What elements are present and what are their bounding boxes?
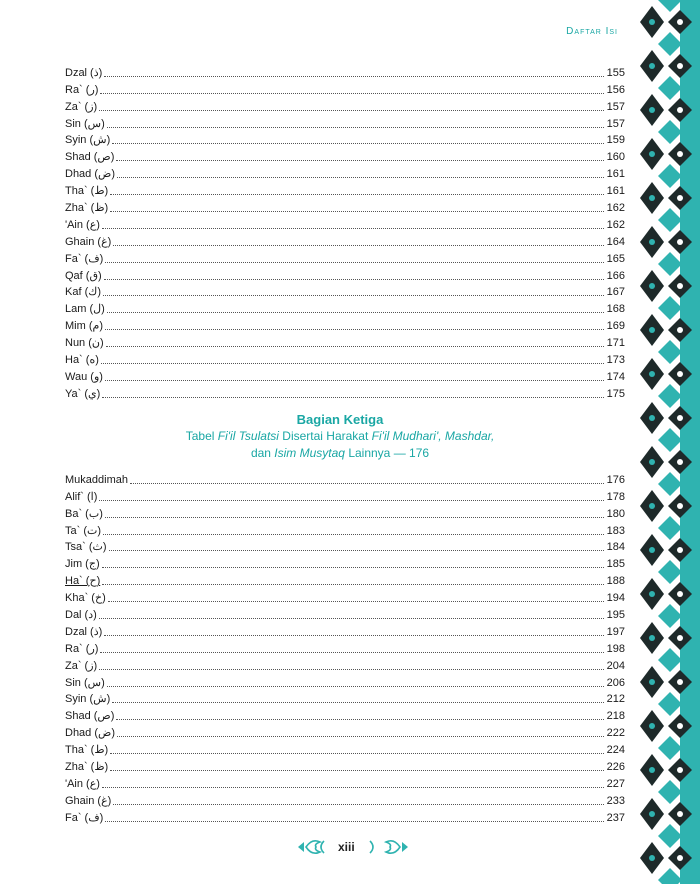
- toc-entry-page: 161: [606, 185, 625, 198]
- toc-entry-page: 233: [606, 794, 625, 807]
- dot-leader: [105, 380, 604, 381]
- dot-leader: [104, 635, 603, 636]
- dot-leader: [102, 567, 604, 568]
- toc-list-part-two-continued: [65, 63, 625, 401]
- dot-leader: [116, 719, 603, 720]
- section-title: Bagian Ketiga: [296, 412, 384, 427]
- toc-entry-page: 174: [606, 370, 625, 383]
- toc-entry-page: 167: [606, 286, 625, 299]
- toc-entry-page: 162: [606, 218, 625, 231]
- toc-entry-label: 'Ain (ع): [65, 218, 100, 231]
- toc-entry-label: Nun (ن): [65, 337, 104, 350]
- toc-entry[interactable]: [65, 97, 625, 114]
- toc-entry[interactable]: [65, 622, 625, 639]
- toc-entry[interactable]: [65, 723, 625, 740]
- toc-entry[interactable]: [65, 639, 625, 656]
- toc-entry-page: 165: [606, 252, 625, 265]
- dot-leader: [102, 228, 604, 229]
- toc-entry-page: 224: [606, 744, 625, 757]
- section-heading: [60, 411, 620, 462]
- toc-entry[interactable]: [65, 791, 625, 808]
- dot-leader: [99, 500, 603, 501]
- toc-entry-label: Ra` (ر): [65, 83, 99, 96]
- toc-entry-label: Shad (ص): [65, 151, 115, 164]
- toc-entry[interactable]: [65, 114, 625, 131]
- dot-leader: [106, 346, 604, 347]
- toc-entry[interactable]: [65, 80, 625, 97]
- toc-entry[interactable]: [65, 521, 625, 538]
- dot-leader: [107, 686, 604, 687]
- toc-entry-page: 218: [606, 710, 625, 723]
- toc-entry[interactable]: [65, 232, 625, 249]
- toc-entry[interactable]: [65, 740, 625, 757]
- toc-entry-label: Kaf (ك): [65, 286, 101, 299]
- dot-leader: [110, 211, 603, 212]
- toc-entry[interactable]: [65, 690, 625, 707]
- toc-entry-label: Ghain (غ): [65, 235, 112, 248]
- toc-entry-page: 226: [606, 761, 625, 774]
- toc-entry-page: 173: [606, 354, 625, 367]
- toc-entry[interactable]: [65, 367, 625, 384]
- toc-entry-label: Syin (ش): [65, 134, 111, 147]
- toc-entry[interactable]: [65, 350, 625, 367]
- dot-leader: [101, 363, 604, 364]
- toc-entry-label: Qaf (ق): [65, 269, 102, 282]
- toc-entry-page: 159: [606, 134, 625, 147]
- toc-entry-page: 237: [606, 811, 625, 824]
- dot-leader: [100, 652, 603, 653]
- toc-entry[interactable]: [65, 757, 625, 774]
- toc-entry-label: Zha` (ظ): [65, 202, 109, 215]
- dot-leader: [102, 584, 603, 585]
- toc-entry-page: 198: [606, 642, 625, 655]
- toc-entry-page: 155: [606, 66, 625, 79]
- toc-entry[interactable]: [65, 470, 625, 487]
- dot-leader: [105, 517, 604, 518]
- toc-entry[interactable]: [65, 215, 625, 232]
- toc-entry-label: Ra` (ر): [65, 642, 99, 655]
- toc-entry[interactable]: [65, 554, 625, 571]
- toc-entry-label: Ya` (ي): [65, 387, 101, 400]
- dot-leader: [113, 804, 603, 805]
- toc-entry-label: Alif` (ا): [65, 490, 98, 503]
- toc-entry[interactable]: [65, 249, 625, 266]
- toc-entry-page: 156: [606, 83, 625, 96]
- decorative-border-icon: [634, 0, 700, 884]
- toc-entry[interactable]: [65, 706, 625, 723]
- toc-list-part-three: [65, 470, 625, 825]
- toc-entry[interactable]: [65, 283, 625, 300]
- toc-entry-label: Jim (ج): [65, 558, 100, 571]
- toc-entry-label: Ha` (ح): [65, 575, 101, 588]
- toc-entry[interactable]: [65, 588, 625, 605]
- dot-leader: [105, 262, 603, 263]
- toc-entry[interactable]: [65, 198, 625, 215]
- toc-entry-label: Dzal (ذ): [65, 66, 103, 79]
- dot-leader: [105, 821, 603, 822]
- toc-entry[interactable]: [65, 181, 625, 198]
- dot-leader: [107, 312, 604, 313]
- toc-entry-page: 178: [606, 490, 625, 503]
- toc-entry-label: Mukaddimah: [65, 473, 128, 486]
- toc-entry-label: Tha` (ط): [65, 744, 109, 757]
- toc-entry-page: 160: [606, 151, 625, 164]
- dot-leader: [112, 702, 603, 703]
- toc-entry-label: Za` (ز): [65, 100, 98, 113]
- toc-entry-label: Ha` (ه): [65, 354, 99, 367]
- toc-entry-label: Syin (ش): [65, 693, 111, 706]
- dot-leader: [99, 110, 603, 111]
- toc-entry-page: 185: [606, 558, 625, 571]
- toc-entry[interactable]: [65, 63, 625, 80]
- toc-entry-label: Dal (د): [65, 609, 97, 622]
- toc-entry-label: Wau (و): [65, 370, 103, 383]
- toc-entry[interactable]: [65, 384, 625, 401]
- toc-entry-page: 194: [606, 592, 625, 605]
- toc-entry-page: 183: [606, 524, 625, 537]
- toc-entry[interactable]: [65, 316, 625, 333]
- toc-entry-page: 197: [606, 625, 625, 638]
- dot-leader: [100, 93, 603, 94]
- toc-entry-label: Sin (س): [65, 676, 105, 689]
- toc-entry-page: 188: [606, 575, 625, 588]
- toc-entry-page: 157: [606, 100, 625, 113]
- toc-entry-page: 176: [606, 473, 625, 486]
- toc-entry[interactable]: [65, 656, 625, 673]
- toc-entry-page: 195: [606, 609, 625, 622]
- toc-entry[interactable]: [65, 147, 625, 164]
- toc-entry[interactable]: [65, 266, 625, 283]
- dot-leader: [116, 160, 603, 161]
- toc-entry-label: Fa` (ف): [65, 811, 104, 824]
- dot-leader: [108, 601, 604, 602]
- toc-entry[interactable]: [65, 164, 625, 181]
- toc-entry-page: 212: [606, 693, 625, 706]
- dot-leader: [110, 194, 603, 195]
- section-subtitle-line1: Tabel Fi'il Tsulatsi Disertai Harakat Fi'il Mudhari', Mashdar,: [185, 429, 495, 443]
- toc-entry-page: 164: [606, 235, 625, 248]
- toc-entry[interactable]: [65, 673, 625, 690]
- toc-entry-label: Shad (ص): [65, 710, 115, 723]
- toc-entry-page: 162: [606, 202, 625, 215]
- dot-leader: [102, 787, 604, 788]
- toc-entry-label: Dhad (ض): [65, 168, 116, 181]
- dot-leader: [117, 736, 604, 737]
- toc-entry-label: Dhad (ض): [65, 727, 116, 740]
- toc-entry-page: 180: [606, 507, 625, 520]
- dot-leader: [112, 143, 603, 144]
- dot-leader: [103, 295, 604, 296]
- toc-entry-label: Tha` (ط): [65, 185, 109, 198]
- toc-entry-label: Zha` (ظ): [65, 761, 109, 774]
- dot-leader: [104, 76, 603, 77]
- toc-entry[interactable]: [65, 504, 625, 521]
- toc-entry-label: Ta` (ت): [65, 524, 102, 537]
- toc-entry-label: Mim (م): [65, 320, 103, 333]
- dot-leader: [104, 279, 604, 280]
- dot-leader: [99, 618, 604, 619]
- running-header: Daftar Isi: [566, 26, 618, 37]
- toc-entry-page: 175: [606, 387, 625, 400]
- dot-leader: [117, 177, 604, 178]
- toc-entry-page: 161: [606, 168, 625, 181]
- toc-entry-label: Tsa` (ث): [65, 541, 107, 554]
- toc-entry[interactable]: [65, 487, 625, 504]
- toc-entry[interactable]: [65, 571, 625, 588]
- dot-leader: [109, 550, 604, 551]
- toc-entry-page: 169: [606, 320, 625, 333]
- dot-leader: [110, 753, 603, 754]
- dot-leader: [102, 397, 603, 398]
- toc-entry-page: 157: [606, 117, 625, 130]
- toc-entry[interactable]: [65, 131, 625, 148]
- dot-leader: [99, 669, 603, 670]
- toc-entry-page: 204: [606, 659, 625, 672]
- dot-leader: [113, 245, 603, 246]
- page-number: xiii: [338, 840, 355, 854]
- page-footer: [298, 836, 408, 858]
- toc-entry-label: Kha` (خ): [65, 592, 106, 605]
- toc-entry-page: 227: [606, 777, 625, 790]
- toc-entry-label: Lam (ل): [65, 303, 105, 316]
- toc-entry[interactable]: [65, 538, 625, 555]
- dot-leader: [105, 329, 604, 330]
- toc-entry-page: 168: [606, 303, 625, 316]
- toc-entry-page: 171: [606, 337, 625, 350]
- toc-entry-label: 'Ain (ع): [65, 777, 100, 790]
- toc-entry-page: 206: [606, 676, 625, 689]
- toc-entry-label: Dzal (ذ): [65, 625, 103, 638]
- section-subtitle-line2: dan Isim Musytaq Lainnya — 176: [250, 446, 430, 460]
- toc-entry[interactable]: [65, 333, 625, 350]
- toc-entry[interactable]: [65, 299, 625, 316]
- toc-entry[interactable]: [65, 774, 625, 791]
- dot-leader: [130, 483, 604, 484]
- toc-entry[interactable]: [65, 605, 625, 622]
- toc-entry[interactable]: [65, 808, 625, 825]
- toc-entry-page: 184: [606, 541, 625, 554]
- dot-leader: [110, 770, 603, 771]
- dot-leader: [107, 127, 604, 128]
- toc-entry-label: Za` (ز): [65, 659, 98, 672]
- dot-leader: [103, 534, 604, 535]
- toc-entry-label: Sin (س): [65, 117, 105, 130]
- toc-entry-label: Ba` (ب): [65, 507, 103, 520]
- toc-entry-page: 222: [606, 727, 625, 740]
- toc-entry-page: 166: [606, 269, 625, 282]
- toc-entry-label: Fa` (ف): [65, 252, 104, 265]
- toc-entry-label: Ghain (غ): [65, 794, 112, 807]
